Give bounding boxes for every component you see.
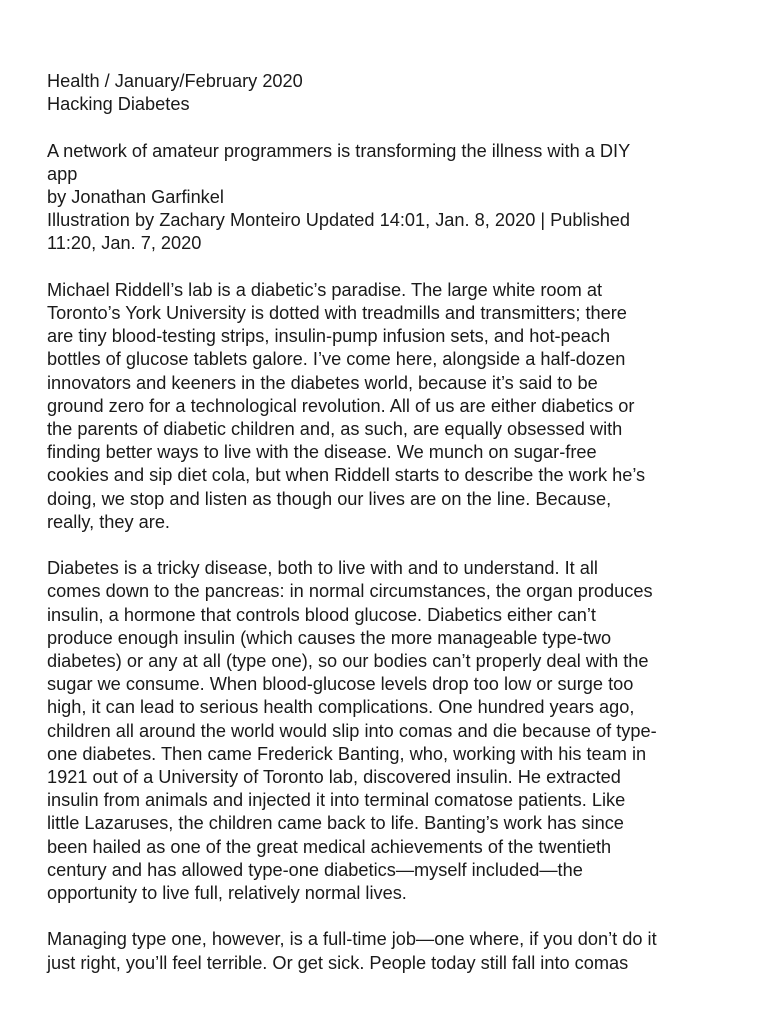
paragraph-line: opportunity to live full, relatively normal lives. bbox=[47, 883, 407, 904]
paragraph-line: sugar we consume. When blood-glucose levels drop too low or surge too bbox=[47, 674, 634, 695]
paragraph-line: Managing type one, however, is a full-time job—one where, if you don’t do it bbox=[47, 929, 657, 950]
paragraph-line: just right, you’ll feel terrible. Or get sick. People today still fall into comas bbox=[47, 952, 629, 973]
paragraph-line: innovators and keeners in the diabetes world, because it’s said to be bbox=[47, 372, 598, 393]
body-paragraph-2 bbox=[47, 557, 737, 905]
body-paragraph-3 bbox=[47, 928, 737, 974]
spacer bbox=[47, 116, 737, 139]
spacer bbox=[47, 256, 737, 279]
paragraph-line: insulin, a hormone that controls blood glucose. Diabetics either can’t bbox=[47, 604, 596, 625]
paragraph-line: doing, we stop and listen as though our lives are on the line. Because, bbox=[47, 488, 612, 509]
paragraph-line: produce enough insulin (which causes the more manageable type-two bbox=[47, 627, 612, 648]
paragraph-line: the parents of diabetic children and, as such, are equally obsessed with bbox=[47, 419, 623, 440]
paragraph-line: finding better ways to live with the disease. We munch on sugar-free bbox=[47, 442, 597, 463]
paragraph-line: bottles of glucose tablets galore. I’ve come here, alongside a half-dozen bbox=[47, 349, 626, 370]
paragraph-line: really, they are. bbox=[47, 511, 170, 532]
article-title: Hacking Diabetes bbox=[47, 94, 190, 115]
paragraph-line: insulin from animals and injected it into terminal comatose patients. Like bbox=[47, 790, 626, 811]
body-paragraph-1 bbox=[47, 279, 737, 534]
paragraph-line: 1921 out of a University of Toronto lab, discovered insulin. He extracted bbox=[47, 767, 621, 788]
paragraph-line: cookies and sip diet cola, but when Riddell starts to describe the work he’s bbox=[47, 465, 646, 486]
section-date: Health / January/February 2020 bbox=[47, 71, 303, 91]
spacer bbox=[47, 905, 737, 928]
credit-line: Illustration by Zachary Monteiro Updated 14:01, Jan. 8, 2020 | Published bbox=[47, 210, 631, 231]
paragraph-line: Diabetes is a tricky disease, both to live with and to understand. It all bbox=[47, 558, 598, 579]
paragraph-line: ground zero for a technological revolution. All of us are either diabetics or bbox=[47, 395, 635, 416]
document-page bbox=[47, 70, 737, 975]
paragraph-line: little Lazaruses, the children came back to life. Banting’s work has since bbox=[47, 813, 624, 834]
paragraph-line: been hailed as one of the great medical achievements of the twentieth bbox=[47, 836, 612, 857]
credit-line: 11:20, Jan. 7, 2020 bbox=[47, 233, 202, 254]
dek-line: app bbox=[47, 163, 78, 184]
byline: by Jonathan Garfinkel bbox=[47, 187, 224, 207]
dek-line: A network of amateur programmers is transforming the illness with a DIY bbox=[47, 140, 631, 161]
paragraph-line: one diabetes. Then came Frederick Banting, who, working with his team in bbox=[47, 743, 647, 764]
paragraph-line: Michael Riddell’s lab is a diabetic’s paradise. The large white room at bbox=[47, 279, 603, 300]
paragraph-line: high, it can lead to serious health complications. One hundred years ago, bbox=[47, 697, 635, 718]
paragraph-line: comes down to the pancreas: in normal circumstances, the organ produces bbox=[47, 581, 653, 602]
header-block bbox=[47, 70, 737, 116]
paragraph-line: are tiny blood-testing strips, insulin-pump infusion sets, and hot-peach bbox=[47, 326, 611, 347]
spacer bbox=[47, 534, 737, 557]
paragraph-line: Toronto’s York University is dotted with treadmills and transmitters; there bbox=[47, 303, 627, 323]
paragraph-line: diabetes) or any at all (type one), so our bodies can’t properly deal with the bbox=[47, 651, 649, 672]
paragraph-line: children all around the world would slip into comas and die because of type- bbox=[47, 720, 657, 741]
paragraph-line: century and has allowed type-one diabetics—myself included—the bbox=[47, 859, 583, 880]
meta-block bbox=[47, 140, 737, 256]
